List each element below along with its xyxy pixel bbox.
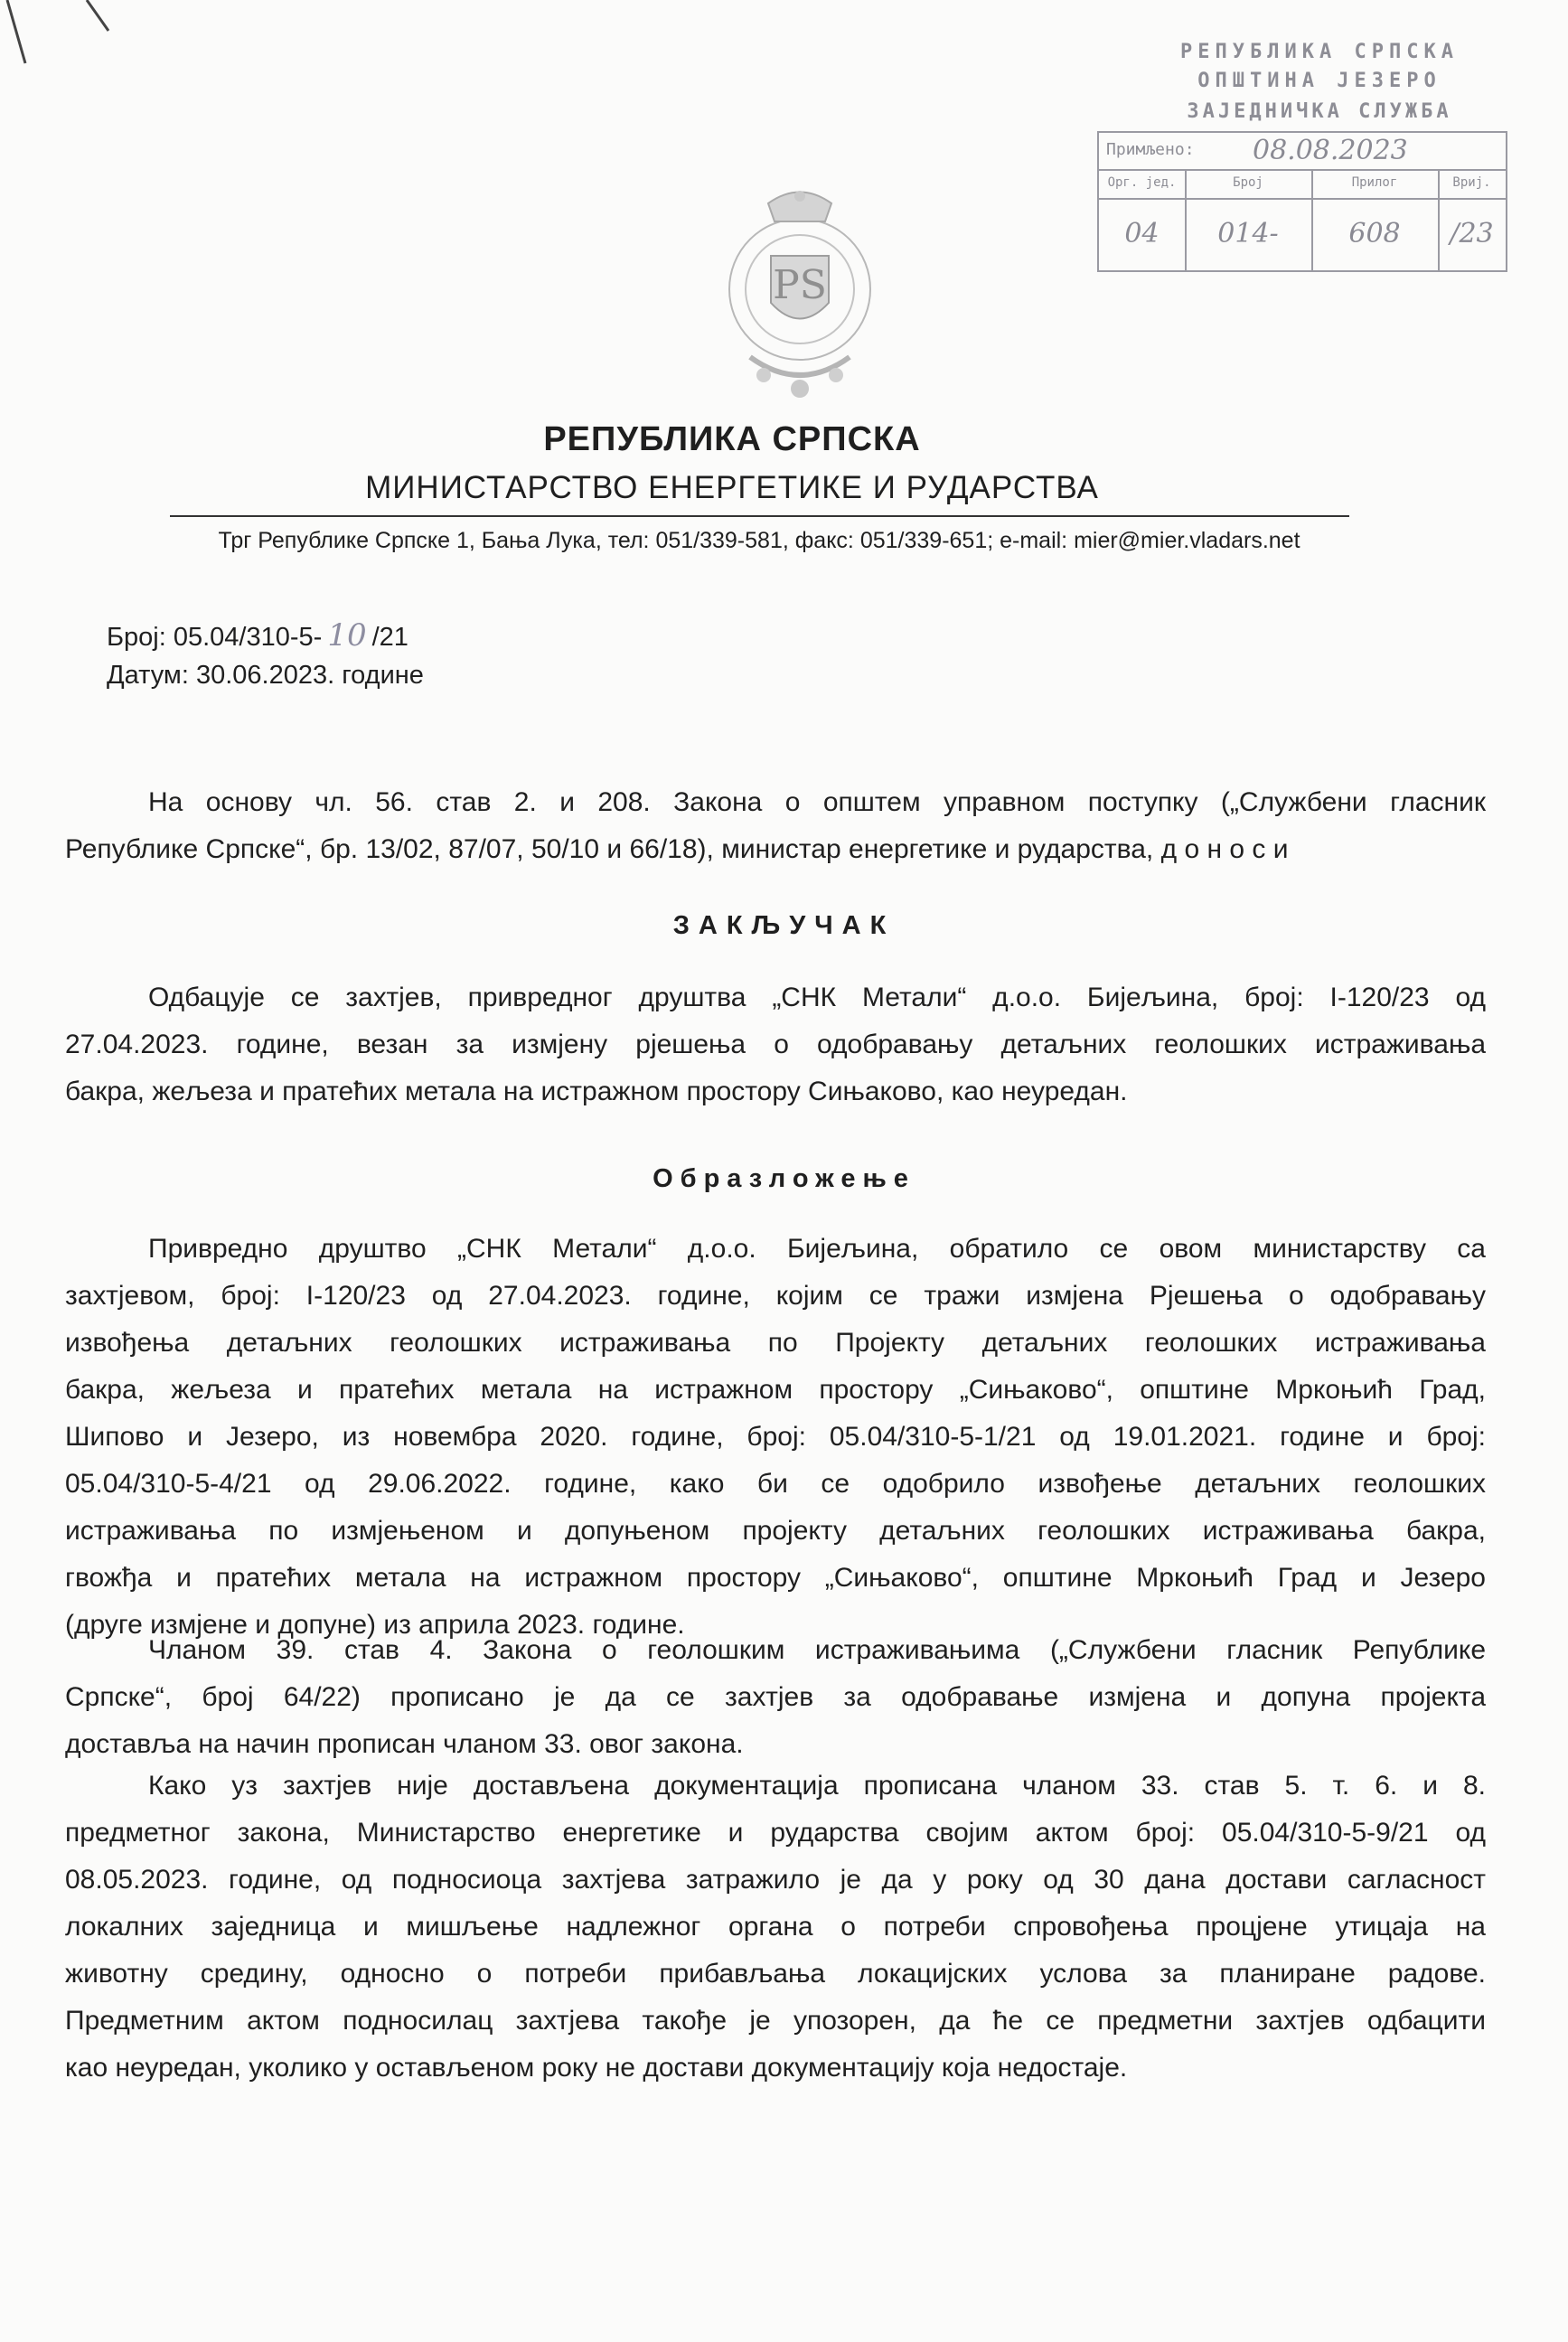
reasoning-line: локалних заједница и мишљење надлежног органа о потреби спровођења процјене утицаја на xyxy=(65,1912,1486,1942)
reasoning-line: животну средину, односно о потреби прибављања локацијских услова за планиране радове. xyxy=(65,1959,1486,1989)
reasoning-line: гвожђа и пратећих метала на истражном простору „Сињаково“, општине Мркоњић Град и Језеро xyxy=(65,1563,1486,1593)
document-number-label: Број: 05.04/310-5- xyxy=(107,623,323,652)
reasoning-line: извођења детаљних геолошких истраживања по Пројекту детаљних геолошких истраживања xyxy=(65,1328,1486,1358)
reasoning-line: Чланом 39. став 4. Закона о геолошким истраживањима („Службени гласник Републике xyxy=(148,1635,1486,1665)
reasoning-paragraph-2 xyxy=(65,1627,1486,1768)
conclusion-paragraph xyxy=(65,974,1486,1115)
stamp-col-org: Орг. јед. xyxy=(1099,169,1187,198)
reasoning-paragraph-1 xyxy=(65,1226,1486,1649)
stamp-col-value: Вриј. xyxy=(1452,175,1491,190)
reasoning-line: бакра, жељеза и пратећих метала на истражном простору „Сињаково“, општине Мркоњић Град, xyxy=(65,1375,1486,1405)
document-number-suffix: /21 xyxy=(371,623,408,652)
reasoning-line: Српске“, број 64/22) прописано је да се захтјев за одобравање измјена и допуна пројекта xyxy=(65,1682,1486,1712)
reasoning-line: предметног закона, Министарство енергетике и рударства својим актом број: 05.04/310-5-9/21 од xyxy=(65,1818,1486,1848)
document-number-handwritten: 10 xyxy=(327,617,367,654)
stamp-col-number: Број xyxy=(1185,169,1313,198)
stamp-line-2: ОПШТИНА ЈЕЗЕРО xyxy=(1197,70,1441,92)
reasoning-line: истраживања по измјењеном и допуњеном пројекту детаљних геолошких истраживања бакра, xyxy=(65,1516,1486,1546)
reasoning-line: (друге измјене и допуне) из априла 2023. године. xyxy=(65,1610,685,1640)
stamp-header-row xyxy=(1099,169,1506,200)
stamp-val-number: 014- xyxy=(1185,198,1313,270)
reasoning-line: захтјевом, број: I-120/23 од 27.04.2023. године, којим се тражи измјена Рјешења о одобравању xyxy=(65,1281,1486,1311)
document-date: Датум: 30.06.2023. године xyxy=(107,661,424,690)
reasoning-heading: Образложење xyxy=(653,1164,915,1193)
reasoning-line: доставља на начин прописан чланом 33. овог закона. xyxy=(65,1729,744,1759)
reasoning-line: као неуредан, уколико у остављеном року не достави документацију која недостаје. xyxy=(65,2053,1128,2083)
reasoning-line: Шипово и Језеро, из новембра 2020. године, број: 05.04/310-5-1/21 од 19.01.2021. године и број: xyxy=(65,1422,1486,1452)
reasoning-line: Привредно друштво „СНК Метали“ д.о.о. Бијељина, обратило се овом министарству са xyxy=(148,1234,1486,1264)
stamp-line-1: РЕПУБЛИКА СРПСКА xyxy=(1180,41,1459,63)
intro-line: На основу чл. 56. став 2. и 208. Закона о општем управном поступку („Службени гласник xyxy=(148,787,1486,817)
reasoning-line: 08.05.2023. године, од подносиоца захтјева затражило је да у року од 30 дана достави сагласност xyxy=(65,1865,1486,1895)
reasoning-line: Предметним актом подносилац захтјева такође је упозорен, да ће се предметни захтјев одбацити xyxy=(65,2006,1486,2036)
pen-mark-icon xyxy=(0,0,127,81)
registration-stamp xyxy=(1094,41,1509,276)
reasoning-paragraph-3 xyxy=(65,1763,1486,2092)
stamp-received-label: Примљено: xyxy=(1106,140,1195,159)
header-divider xyxy=(170,515,1349,517)
stamp-val-value: /23 xyxy=(1450,218,1494,249)
svg-text:РЅ: РЅ xyxy=(773,262,827,308)
conclusion-heading: ЗАКЉУЧАК xyxy=(672,911,896,940)
reasoning-line: Како уз захтјев није достављена документација прописана чланом 33. став 5. т. 6. и 8. xyxy=(148,1771,1486,1801)
ministry-title: МИНИСТАРСТВО ЕНЕРГЕТИКЕ И РУДАРСТВА xyxy=(365,470,1099,505)
stamp-col-attachment: Прилог xyxy=(1311,169,1440,198)
stamp-box xyxy=(1097,131,1507,272)
conclusion-line: бакра, жељеза и пратећих метала на истражном простору Сињаково, као неуредан. xyxy=(65,1077,1128,1106)
stamp-line-3: ЗАЈЕДНИЧКА СЛУЖБА xyxy=(1187,100,1452,123)
ministry-address: Трг Републике Српске 1, Бања Лука, тел: 051/339-581, факс: 051/339-651; e-mail: mier@mier.vladars.net xyxy=(218,528,1300,553)
document-number xyxy=(107,616,424,656)
intro-paragraph xyxy=(65,779,1486,873)
republic-title: РЕПУБЛИКА СРПСКА xyxy=(543,420,921,458)
stamp-val-attachment: 608 xyxy=(1311,198,1440,270)
coat-of-arms-icon xyxy=(718,185,881,411)
document-references xyxy=(107,616,424,694)
stamp-received-row xyxy=(1099,133,1506,171)
stamp-received-date: 08.08.2023 xyxy=(1253,135,1408,166)
stamp-val-org: 04 xyxy=(1099,198,1187,270)
conclusion-line: 27.04.2023. године, везан за измјену рјешења о одобравању детаљних геолошких истраживања xyxy=(65,1030,1486,1059)
conclusion-line: Одбацује се захтјев, привредног друштва „СНК Метали“ д.о.о. Бијељина, број: I-120/23 од xyxy=(148,983,1486,1012)
intro-line: Републике Српске“, бр. 13/02, 87/07, 50/10 и 66/18), министар енергетике и рударства, д о н о с и xyxy=(65,834,1289,864)
stamp-value-row xyxy=(1099,198,1506,270)
reasoning-line: 05.04/310-5-4/21 од 29.06.2022. године, како би се одобрило извођење детаљних геолошких xyxy=(65,1469,1486,1499)
